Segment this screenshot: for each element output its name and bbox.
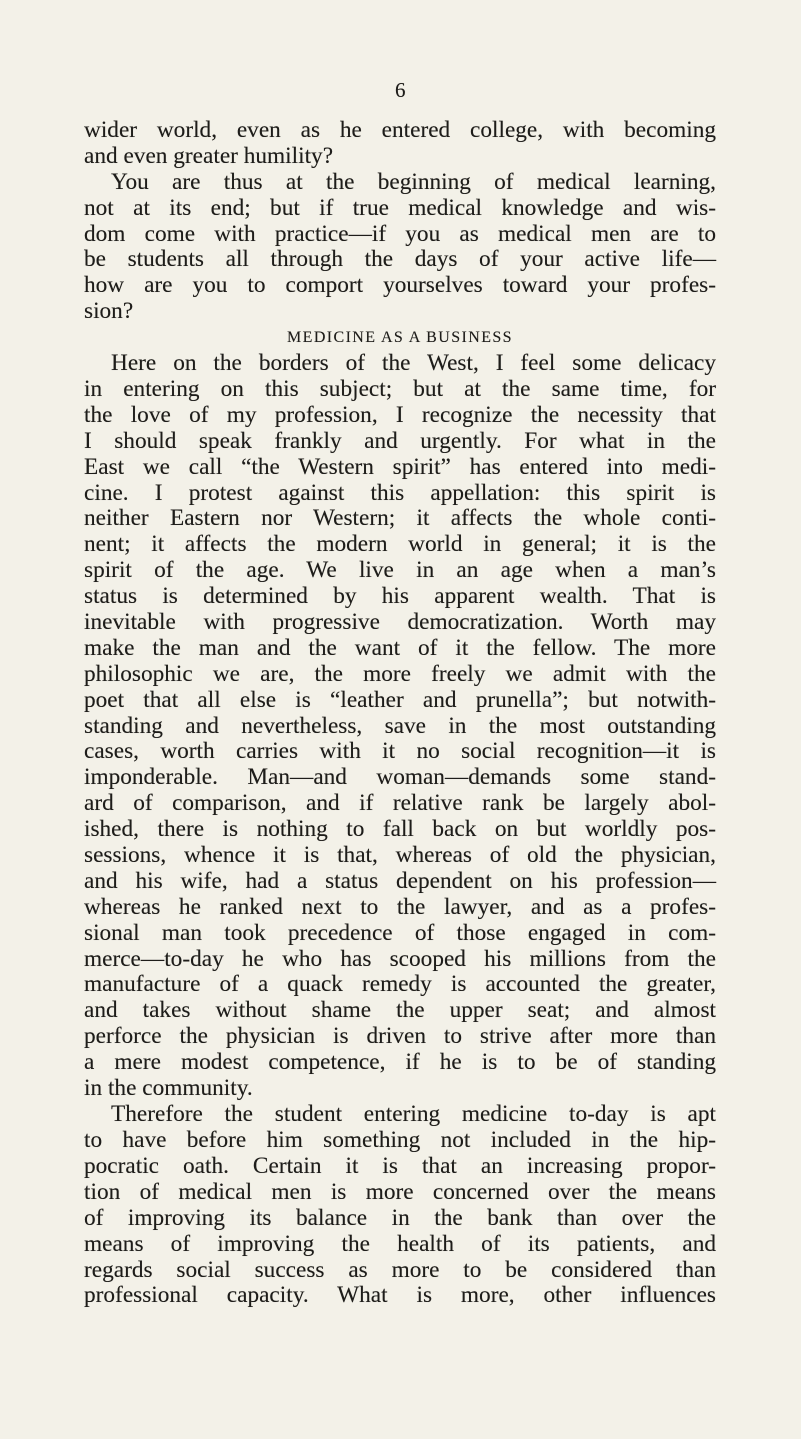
section-heading: MEDICINE AS A BUSINESS <box>287 329 513 347</box>
text-line: East we call “the Western spirit” has entered into medi- <box>84 453 716 480</box>
text-line: ard of comparison, and if relative rank be largely abol- <box>84 790 716 817</box>
text-line: philosophic we are, the more freely we admit with the <box>84 660 716 687</box>
page-number: 6 <box>395 78 406 102</box>
text-line: tion of medical men is more concerned over the means <box>84 1178 716 1205</box>
text-line: ished, there is nothing to fall back on but worldly pos- <box>84 816 716 843</box>
text-line: the love of my profession, I recognize the necessity that <box>84 401 716 428</box>
text-line: in the community. <box>84 1075 253 1102</box>
text-line: professional capacity. What is more, other influences <box>84 1282 716 1309</box>
text-line: pocratic oath. Certain it is that an increasing propor- <box>84 1152 716 1179</box>
paragraph-2 <box>84 170 716 325</box>
text-line: and even greater humility? <box>84 142 334 169</box>
text-line: how are you to comport yourselves toward your profes- <box>84 272 716 299</box>
text-line: sional man took precedence of those engaged in com- <box>84 919 716 946</box>
text-line: a mere modest competence, if he is to be of standing <box>84 1049 716 1076</box>
text-line: not at its end; but if true medical knowledge and wis- <box>84 194 716 221</box>
text-line: and takes without shame the upper seat; and almost <box>84 997 716 1024</box>
section-heading-block <box>84 325 716 351</box>
text-line: perforce the physician is driven to strive after more than <box>84 1023 716 1050</box>
text-line: sessions, whence it is that, whereas of old the physician, <box>84 842 716 869</box>
text-line: Here on the borders of the West, I feel some delicacy <box>111 350 716 377</box>
text-line: inevitable with progressive democratization. Worth may <box>84 609 716 635</box>
text-line: Therefore the student entering medicine to-day is apt <box>111 1101 716 1128</box>
text-line: sion? <box>84 298 134 325</box>
paragraph-4 <box>84 1102 716 1309</box>
text-line: cases, worth carries with it no social recognition—it is <box>84 738 716 765</box>
text-line: standing and nevertheless, save in the most outstanding <box>84 712 716 739</box>
text-line: neither Eastern nor Western; it affects the whole conti- <box>84 505 716 532</box>
text-line: wider world, even as he entered college, with becoming <box>84 117 716 143</box>
text-line: dom come with practice—if you as medical men are to <box>84 220 716 247</box>
paragraph-1 <box>84 118 716 170</box>
text-line: in entering on this subject; but at the same time, for <box>84 375 716 402</box>
text-line: spirit of the age. We live in an age when a man’s <box>84 557 716 584</box>
text-line: cine. I protest against this appellation: this spirit is <box>84 479 716 506</box>
text-line: to have before him something not included in the hip- <box>84 1127 716 1154</box>
text-line: be students all through the days of your active life— <box>84 246 716 273</box>
text-line: You are thus at the beginning of medical learning, <box>111 168 716 195</box>
text-line: nent; it affects the modern world in general; it is the <box>84 531 716 558</box>
text-line: manufacture of a quack remedy is accounted the greater, <box>84 971 716 998</box>
text-line: means of improving the health of its patients, and <box>84 1230 716 1257</box>
text-line: I should speak frankly and urgently. For what in the <box>84 427 716 454</box>
text-line: whereas he ranked next to the lawyer, and as a profes- <box>84 893 716 920</box>
paragraph-3 <box>84 351 716 1102</box>
text-line: and his wife, had a status dependent on his profession— <box>84 867 716 894</box>
text-line: imponderable. Man—and woman—demands some stand- <box>84 764 716 791</box>
text-line: poet that all else is “leather and prunella”; but notwith- <box>84 686 716 713</box>
text-line: of improving its balance in the bank than over the <box>84 1204 716 1231</box>
text-line: status is determined by his apparent wealth. That is <box>84 583 716 610</box>
text-line: make the man and the want of it the fellow. The more <box>84 634 716 661</box>
text-line: merce—to-day he who has scooped his millions from the <box>84 945 716 972</box>
text-line: regards social success as more to be considered than <box>84 1256 716 1283</box>
